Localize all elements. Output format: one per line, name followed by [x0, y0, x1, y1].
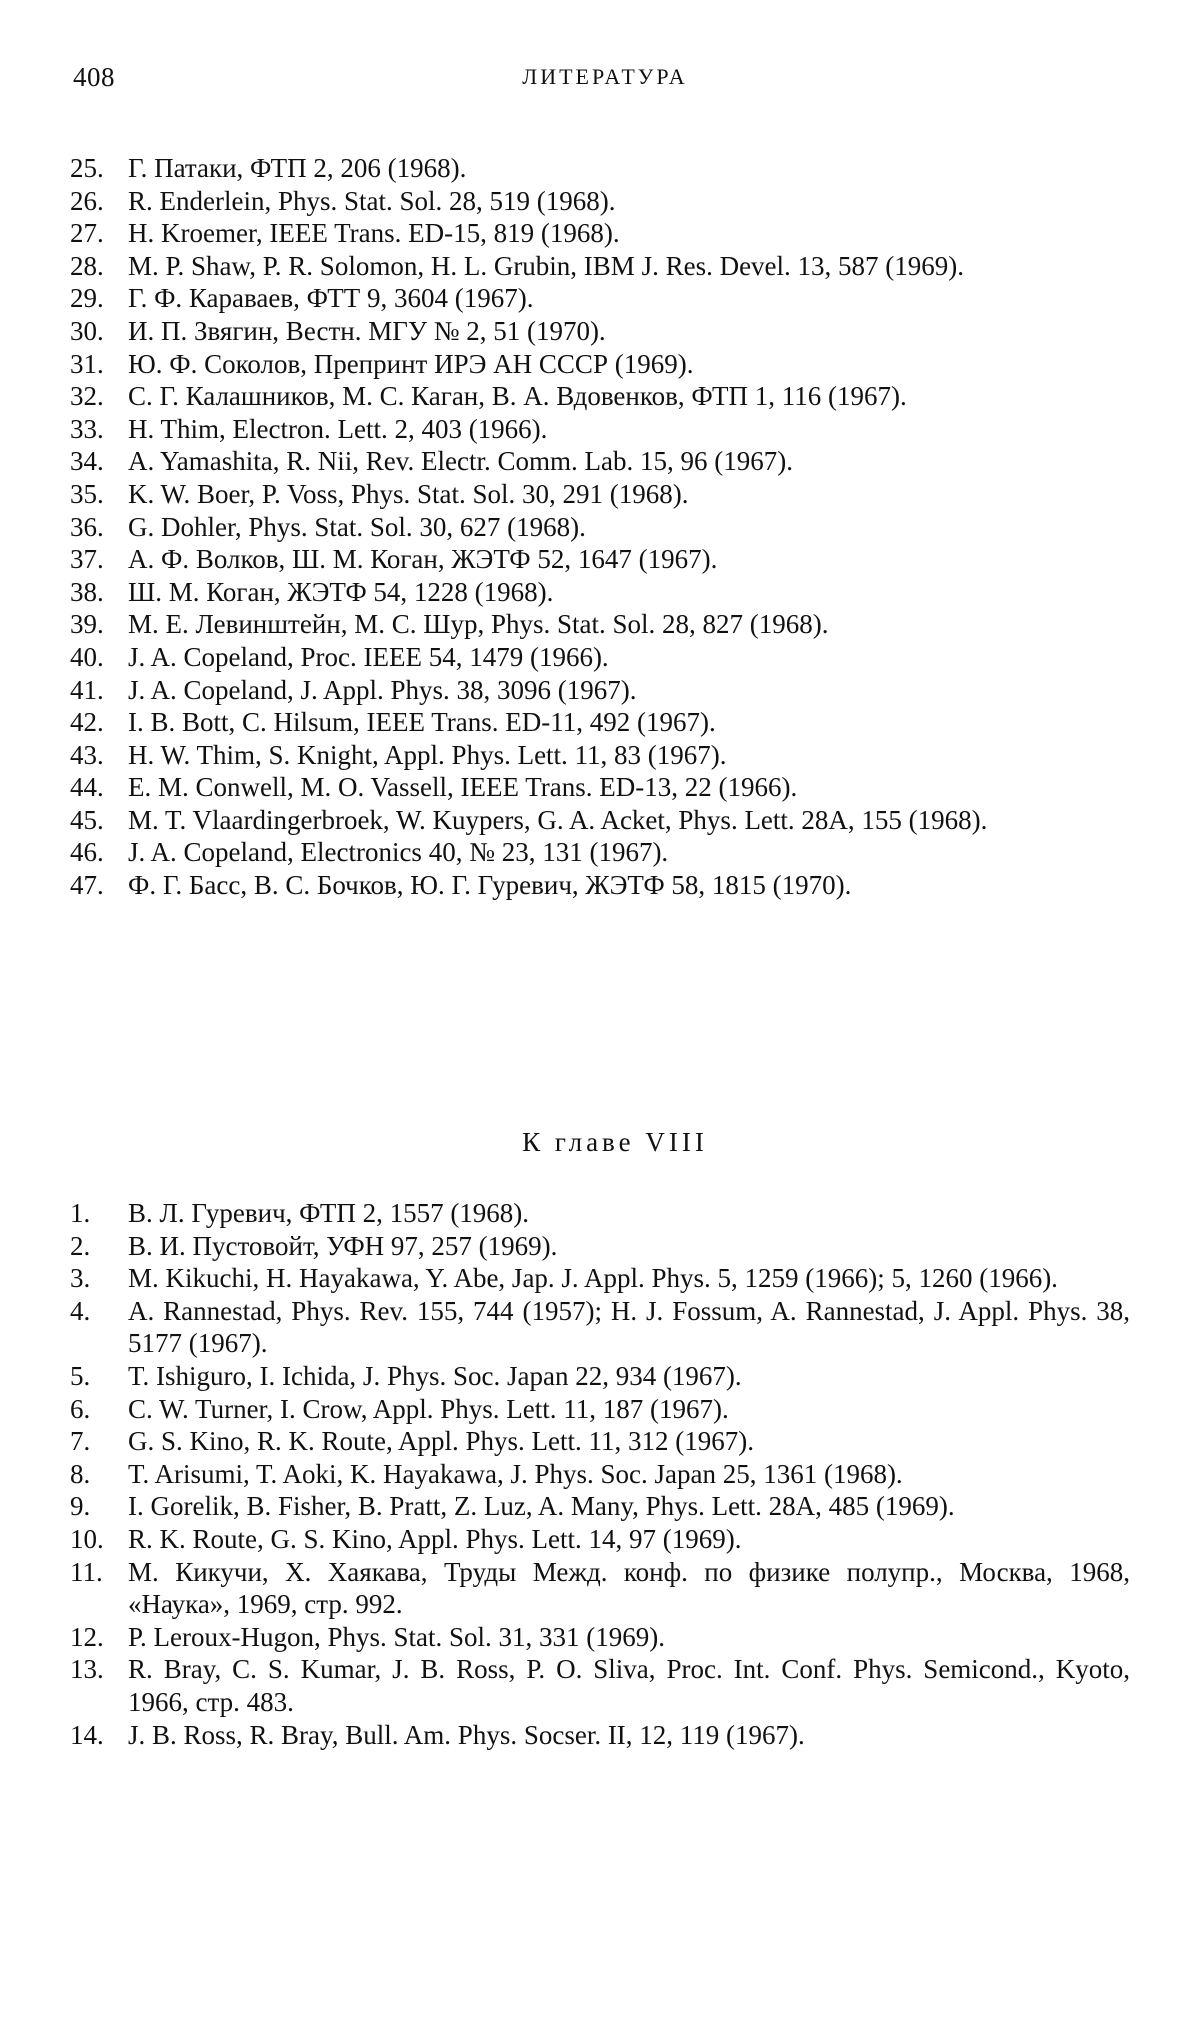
reference-text: М. Кикучи, Х. Хаякава, Труды Межд. конф. по физике полупр., Москва, 1968, «Наука», 1969, стр. 992. [128, 1556, 1130, 1620]
reference-text: В. И. Пустовойт, УФН 97, 257 (1969). [128, 1230, 558, 1261]
reference-text: H. W. Thim, S. Knight, Appl. Phys. Lett. 11, 83 (1967). [128, 739, 727, 770]
reference-number: 33. [70, 413, 104, 444]
reference-item [70, 413, 1130, 446]
reference-text: Ф. Г. Басс, В. С. Бочков, Ю. Г. Гуревич, ЖЭТФ 58, 1815 (1970). [128, 870, 852, 901]
chapter-heading: К главе VIII [522, 1127, 708, 1157]
reference-item [70, 217, 1130, 250]
reference-number: 13. [70, 1654, 104, 1685]
reference-text: T. Arisumi, T. Aoki, K. Hayakawa, J. Phys. Soc. Japan 25, 1361 (1968). [128, 1458, 903, 1489]
reference-text: H. Thim, Electron. Lett. 2, 403 (1966). [128, 413, 548, 444]
reference-text: M. Kikuchi, H. Hayakawa, Y. Abe, Jap. J. Appl. Phys. 5, 1259 (1966); 5, 1260 (1966). [128, 1263, 1058, 1294]
reference-number: 1. [70, 1198, 91, 1228]
reference-number: 36. [70, 511, 104, 542]
reference-number: 14. [70, 1719, 104, 1750]
reference-number: 10. [70, 1523, 104, 1554]
reference-item [70, 348, 1130, 381]
reference-item [70, 1556, 1130, 1621]
reference-text: E. M. Conwell, M. O. Vassell, IEEE Trans. ED-13, 22 (1966). [128, 772, 798, 803]
reference-number: 27. [70, 218, 104, 249]
reference-number: 47. [70, 870, 104, 901]
reference-number: 37. [70, 544, 104, 575]
reference-text: J. A. Copeland, Proc. IEEE 54, 1479 (1966). [128, 641, 609, 672]
reference-item [70, 739, 1130, 772]
reference-item [70, 1360, 1130, 1393]
page-number: 408 [73, 62, 115, 92]
reference-text: C. W. Turner, I. Crow, Appl. Phys. Lett. 11, 187 (1967). [128, 1393, 729, 1424]
reference-item [70, 185, 1130, 218]
reference-text: A. Yamashita, R. Nii, Rev. Electr. Comm. Lab. 15, 96 (1967). [128, 446, 793, 477]
reference-item [70, 445, 1130, 478]
reference-text: Ш. М. Коган, ЖЭТФ 54, 1228 (1968). [128, 576, 554, 607]
reference-number: 42. [70, 707, 104, 738]
reference-number: 2. [70, 1230, 91, 1261]
reference-number: 25. [70, 153, 104, 183]
reference-item [70, 1490, 1130, 1523]
reference-item [70, 1262, 1130, 1295]
reference-text: М. Е. Левинштейн, М. С. Шур, Phys. Stat. Sol. 28, 827 (1968). [128, 609, 829, 640]
reference-item [70, 380, 1130, 413]
reference-number: 4. [70, 1295, 91, 1326]
reference-number: 29. [70, 283, 104, 314]
reference-text: K. W. Boer, P. Voss, Phys. Stat. Sol. 30, 291 (1968). [128, 478, 689, 509]
page-header [73, 62, 1127, 102]
reference-item [70, 641, 1130, 674]
reference-number: 46. [70, 837, 104, 868]
reference-number: 30. [70, 315, 104, 346]
reference-text: P. Leroux-Hugon, Phys. Stat. Sol. 31, 331 (1969). [128, 1621, 666, 1652]
reference-text: G. S. Kino, R. K. Route, Appl. Phys. Lett. 11, 312 (1967). [128, 1426, 755, 1457]
reference-number: 11. [70, 1556, 103, 1587]
reference-number: 5. [70, 1360, 91, 1391]
reference-number: 31. [70, 348, 104, 379]
reference-item [70, 706, 1130, 739]
reference-text: H. Kroemer, IEEE Trans. ED-15, 819 (1968). [128, 218, 620, 249]
reference-item [70, 836, 1130, 869]
reference-text: С. Г. Калашников, М. С. Каган, В. А. Вдовенков, ФТП 1, 116 (1967). [128, 381, 907, 412]
reference-item [70, 576, 1130, 609]
reference-item [70, 511, 1130, 544]
reference-text: J. A. Copeland, Electronics 40, № 23, 131 (1967). [128, 837, 669, 868]
reference-number: 12. [70, 1621, 104, 1652]
running-title: ЛИТЕРАТУРА [522, 64, 688, 89]
reference-text: M. T. Vlaardingerbroek, W. Kuypers, G. A. Acket, Phys. Lett. 28A, 155 (1968). [128, 804, 988, 835]
reference-number: 6. [70, 1393, 91, 1424]
reference-item [70, 282, 1130, 315]
reference-item [70, 152, 1130, 185]
reference-number: 40. [70, 641, 104, 672]
reference-item [70, 1621, 1130, 1654]
reference-text: J. A. Copeland, J. Appl. Phys. 38, 3096 (1967). [128, 674, 637, 705]
reference-number: 43. [70, 739, 104, 770]
reference-item [70, 1719, 1130, 1752]
reference-number: 28. [70, 250, 104, 281]
reference-text: И. П. Звягин, Вестн. МГУ № 2, 51 (1970). [128, 315, 606, 346]
reference-item [70, 1425, 1130, 1458]
reference-text: T. Ishiguro, I. Ichida, J. Phys. Soc. Japan 22, 934 (1967). [128, 1360, 742, 1391]
reference-text: А. Ф. Волков, Ш. М. Коган, ЖЭТФ 52, 1647 (1967). [128, 544, 718, 575]
reference-text: I. B. Bott, C. Hilsum, IEEE Trans. ED-11, 492 (1967). [128, 707, 716, 738]
reference-text: Г. Патаки, ФТП 2, 206 (1968). [128, 153, 467, 183]
reference-list-chapter-viii [70, 1197, 1130, 1751]
reference-list-chapter-vii [70, 152, 1130, 902]
reference-item [70, 1230, 1130, 1263]
reference-item [70, 1197, 1130, 1230]
reference-number: 35. [70, 478, 104, 509]
reference-number: 7. [70, 1426, 91, 1457]
reference-text: R. Bray, C. S. Kumar, J. B. Ross, P. O. Sliva, Proc. Int. Conf. Phys. Semicond., Kyoto, 1966, стр. 483. [128, 1654, 1130, 1717]
reference-text: I. Gorelik, B. Fisher, B. Pratt, Z. Luz, A. Many, Phys. Lett. 28A, 485 (1969). [128, 1491, 955, 1522]
reference-item [70, 543, 1130, 576]
reference-item [70, 1458, 1130, 1491]
reference-text: R. Enderlein, Phys. Stat. Sol. 28, 519 (1968). [128, 185, 616, 216]
reference-item [70, 674, 1130, 707]
reference-text: Ю. Ф. Соколов, Препринт ИРЭ АН СССР (1969). [128, 348, 694, 379]
reference-number: 9. [70, 1491, 91, 1522]
reference-number: 45. [70, 804, 104, 835]
reference-number: 39. [70, 609, 104, 640]
reference-item [70, 804, 1130, 837]
reference-item [70, 771, 1130, 804]
reference-item [70, 608, 1130, 641]
reference-number: 44. [70, 772, 104, 803]
reference-number: 32. [70, 381, 104, 412]
reference-text: M. P. Shaw, P. R. Solomon, H. L. Grubin, IBM J. Res. Devel. 13, 587 (1969). [128, 250, 965, 281]
reference-number: 38. [70, 576, 104, 607]
reference-text: R. K. Route, G. S. Kino, Appl. Phys. Lett. 14, 97 (1969). [128, 1523, 742, 1554]
reference-text: В. Л. Гуревич, ФТП 2, 1557 (1968). [128, 1198, 530, 1228]
reference-text: Г. Ф. Караваев, ФТТ 9, 3604 (1967). [128, 283, 534, 314]
reference-item [70, 315, 1130, 348]
reference-number: 34. [70, 446, 104, 477]
reference-item [70, 1393, 1130, 1426]
reference-text: J. B. Ross, R. Bray, Bull. Am. Phys. Socser. II, 12, 119 (1967). [128, 1719, 805, 1750]
reference-item [70, 1653, 1130, 1718]
reference-item [70, 1523, 1130, 1556]
reference-item [70, 478, 1130, 511]
reference-number: 8. [70, 1458, 91, 1489]
reference-number: 3. [70, 1263, 91, 1294]
reference-number: 41. [70, 674, 104, 705]
reference-item [70, 1295, 1130, 1360]
reference-text: A. Rannestad, Phys. Rev. 155, 744 (1957); H. J. Fossum, A. Rannestad, J. Appl. Phys. 38, 5177 (1967). [128, 1295, 1130, 1359]
reference-text: G. Dohler, Phys. Stat. Sol. 30, 627 (1968). [128, 511, 586, 542]
reference-item [70, 869, 1130, 902]
reference-item [70, 250, 1130, 283]
reference-number: 26. [70, 185, 104, 216]
